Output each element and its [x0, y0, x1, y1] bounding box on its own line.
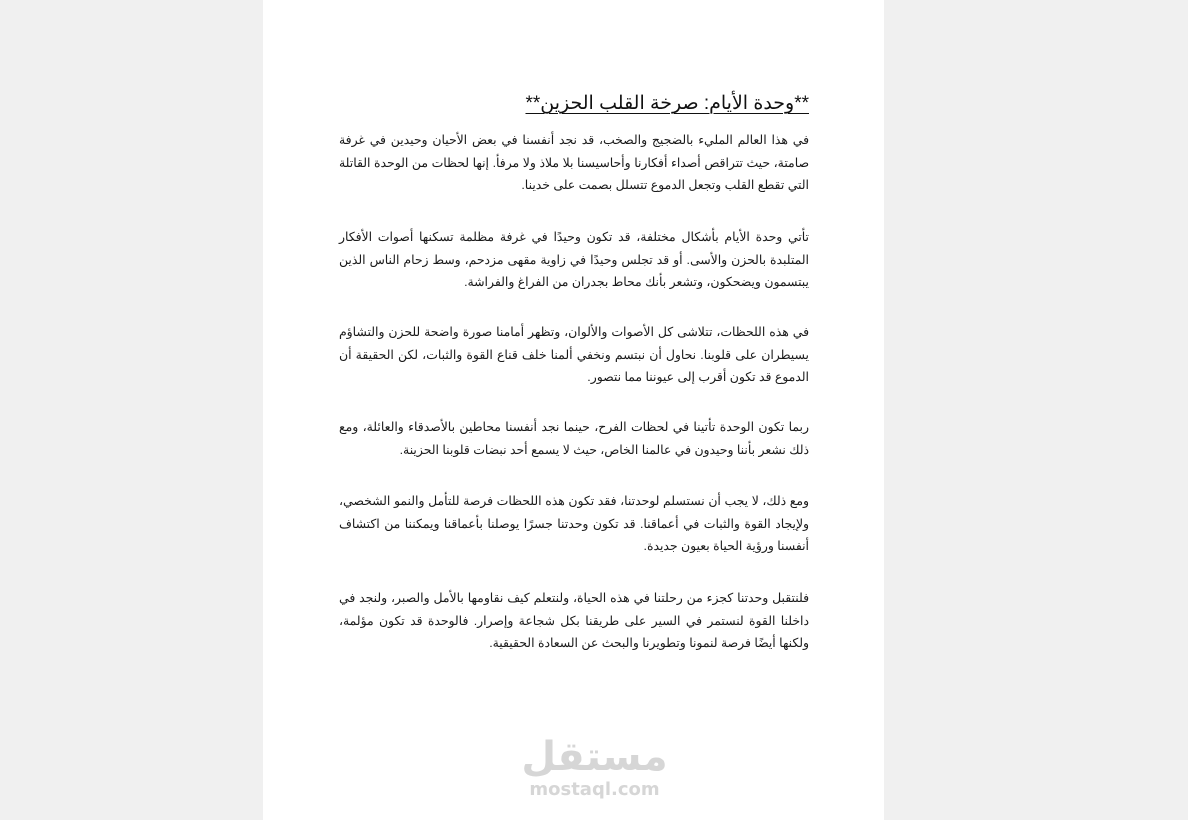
paragraph-1: في هذا العالم المليء بالضجيج والصخب، قد نجد أنفسنا في بعض الأحيان وحيدين في غرفة صامتة، حيث تتراقص أصداء أفكارنا وأحاسيسنا بلا ملاذ ولا مرفأ. إنها لحظات من الوحدة القاتلة التي تقطع القلب وتجعل الدموع تتسلل بصمت على خدينا. — [339, 133, 809, 192]
paragraph-5: ومع ذلك، لا يجب أن نستسلم لوحدتنا، فقد تكون هذه اللحظات فرصة للتأمل والنمو الشخصي، ولإيجاد القوة والثبات في أعماقنا. قد تكون وحدتنا جسرًا يوصلنا بأعماقنا ويمكننا من اكتشاف أنفسنا ورؤية الحياة بعيون جديدة. — [339, 494, 809, 553]
watermark-url: mostaql.com — [529, 779, 660, 800]
document-page — [263, 0, 884, 820]
paragraph-3: في هذه اللحظات، تتلاشى كل الأصوات والألوان، وتظهر أمامنا صورة واضحة للحزن والتشاؤم يسيطران على قلوبنا. نحاول أن نبتسم ونخفي ألمنا خلف قناع القوة والثبات، لكن الحقيقة أن الدموع قد تكون أقرب إلى عيوننا مما نتصور. — [339, 325, 809, 384]
mostaql-watermark — [517, 732, 672, 800]
watermark-logo-text: مستقل — [521, 734, 668, 780]
paragraph-6: فلنتقبل وحدتنا كجزء من رحلتنا في هذه الحياة، ولنتعلم كيف نقاومها بالأمل والصبر، ولنجد في داخلنا القوة لنستمر في السير على طريقنا بكل شجاعة وإصرار. فالوحدة قد تكون مؤلمة، ولكنها أيضًا فرصة لنمونا وتطويرنا والبحث عن السعادة الحقيقية. — [339, 591, 809, 650]
paragraph-4: ربما تكون الوحدة تأتينا في لحظات الفرح، حينما نجد أنفسنا محاطين بالأصدقاء والعائلة، ومع ذلك نشعر بأننا وحيدون في عالمنا الخاص، حيث لا يسمع أحد نبضات قلوبنا الحزينة. — [339, 420, 809, 457]
paragraph-2: تأتي وحدة الأيام بأشكال مختلفة، قد تكون وحيدًا في غرفة مظلمة تسكنها أصوات الأفكار المتلبدة بالحزن والأسى. أو قد تجلس وحيدًا في زاوية مقهى مزدحم، وسط زحام الناس الذين يبتسمون ويضحكون، وتشعر بأنك محاط بجدران من الفراغ والفراشة. — [339, 230, 809, 289]
document-title: **وحدة الأيام: صرخة القلب الحزين** — [525, 93, 809, 114]
